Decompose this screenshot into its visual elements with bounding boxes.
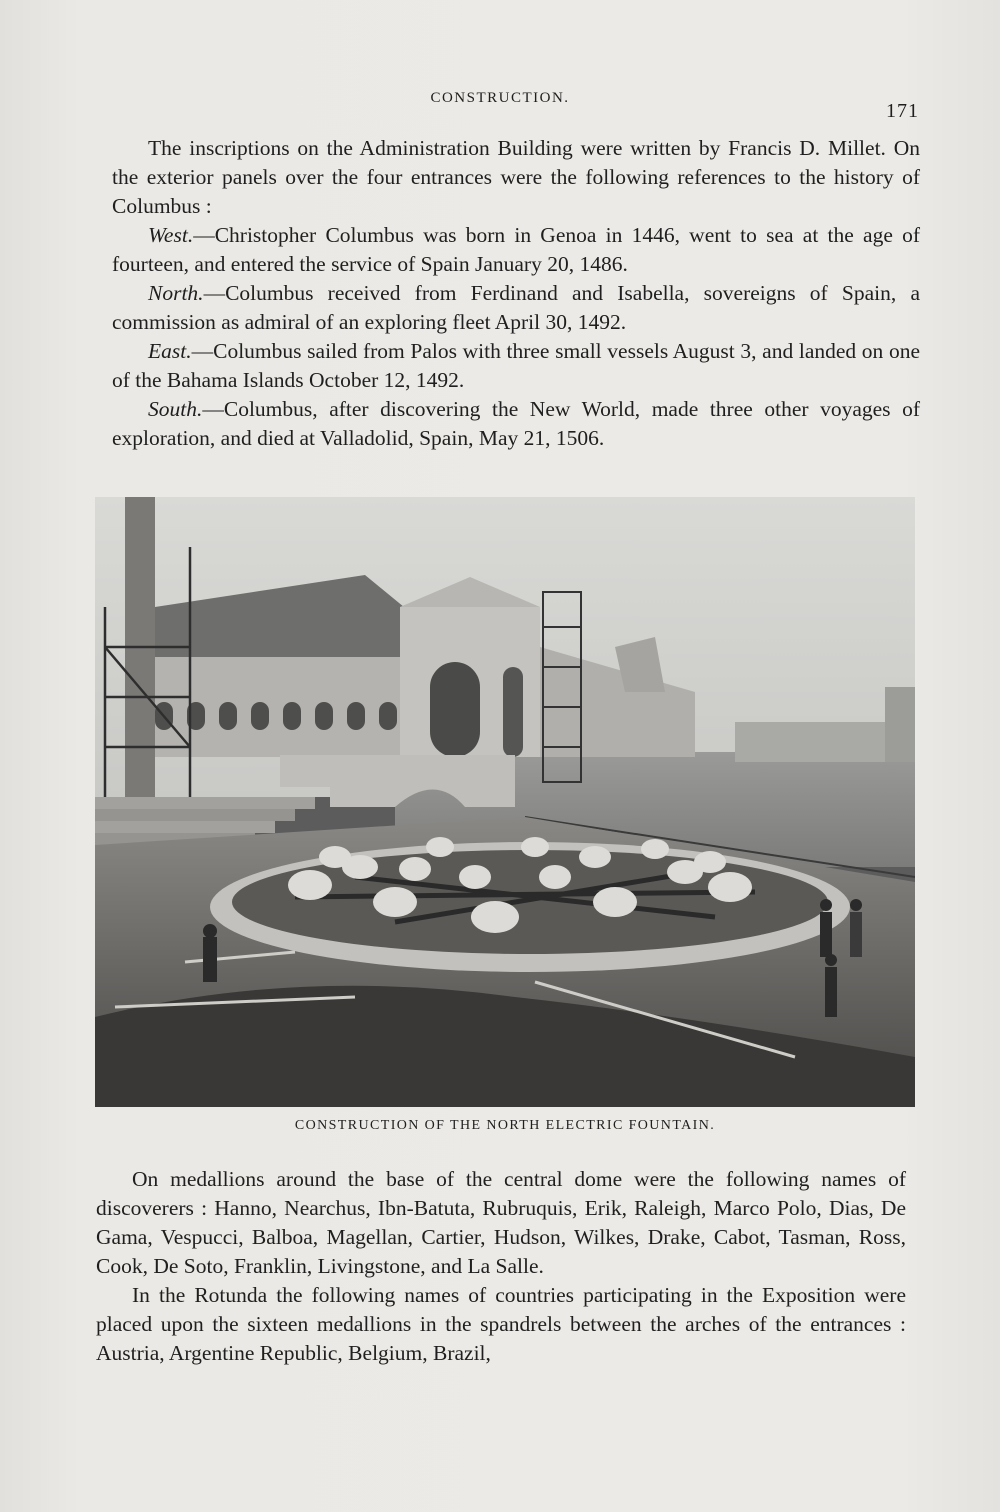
east-paragraph	[112, 337, 920, 395]
figure-caption: CONSTRUCTION OF THE NORTH ELECTRIC FOUNTAIN.	[294, 1118, 716, 1133]
west-paragraph	[112, 221, 920, 279]
top-text-block	[112, 134, 920, 453]
bridge	[280, 755, 515, 807]
page-number: 171	[886, 100, 919, 122]
south-paragraph	[112, 395, 920, 453]
west-label: West.	[148, 223, 194, 247]
south-text: —Columbus, after discovering the New World, made three other voyages of exploration, and died at Valladolid, Spain, May 21, 1506.	[112, 397, 920, 450]
building-facade	[135, 657, 415, 757]
east-label: East.	[148, 339, 192, 363]
rotunda-paragraph: In the Rotunda the following names of countries participating in the Exposition were placed upon the sixteen medallions in the spandrels between the arches of the entrances : Austria, Argentine Republic, Belgium, Brazil,	[96, 1283, 906, 1365]
medallions-paragraph: On medallions around the base of the central dome were the following names of discoverers : Hanno, Nearchus, Ibn-Batuta, Rubruquis, Erik, Raleigh, Marco Polo, Dias, De Gama, Vespucci, Balboa, Magellan, Cartier, Hudson, Wilkes, Drake, Cabot, Tasman, Ross, Cook, De Soto, Franklin, Livingstone, and La Salle.	[96, 1167, 906, 1278]
intro-paragraph: The inscriptions on the Administration Building were written by Francis D. Millet. On the exterior panels over the four entrances were the following references to the history of Columbus :	[112, 136, 920, 218]
bottom-text-block	[96, 1165, 906, 1368]
fountain-photograph	[95, 497, 915, 1107]
running-head: CONSTRUCTION.	[430, 90, 570, 106]
north-text: —Columbus received from Ferdinand and Isabella, sovereigns of Spain, a commission as admiral of an exploring fleet April 30, 1492.	[112, 281, 920, 334]
north-paragraph	[112, 279, 920, 337]
east-text: —Columbus sailed from Palos with three small vessels August 3, and landed on one of the Bahama Islands October 12, 1492.	[112, 339, 920, 392]
south-label: South.	[148, 397, 203, 421]
north-label: North.	[148, 281, 204, 305]
west-text: —Christopher Columbus was born in Genoa in 1446, went to sea at the age of fourteen, and entered the service of Spain January 20, 1486.	[112, 223, 920, 276]
